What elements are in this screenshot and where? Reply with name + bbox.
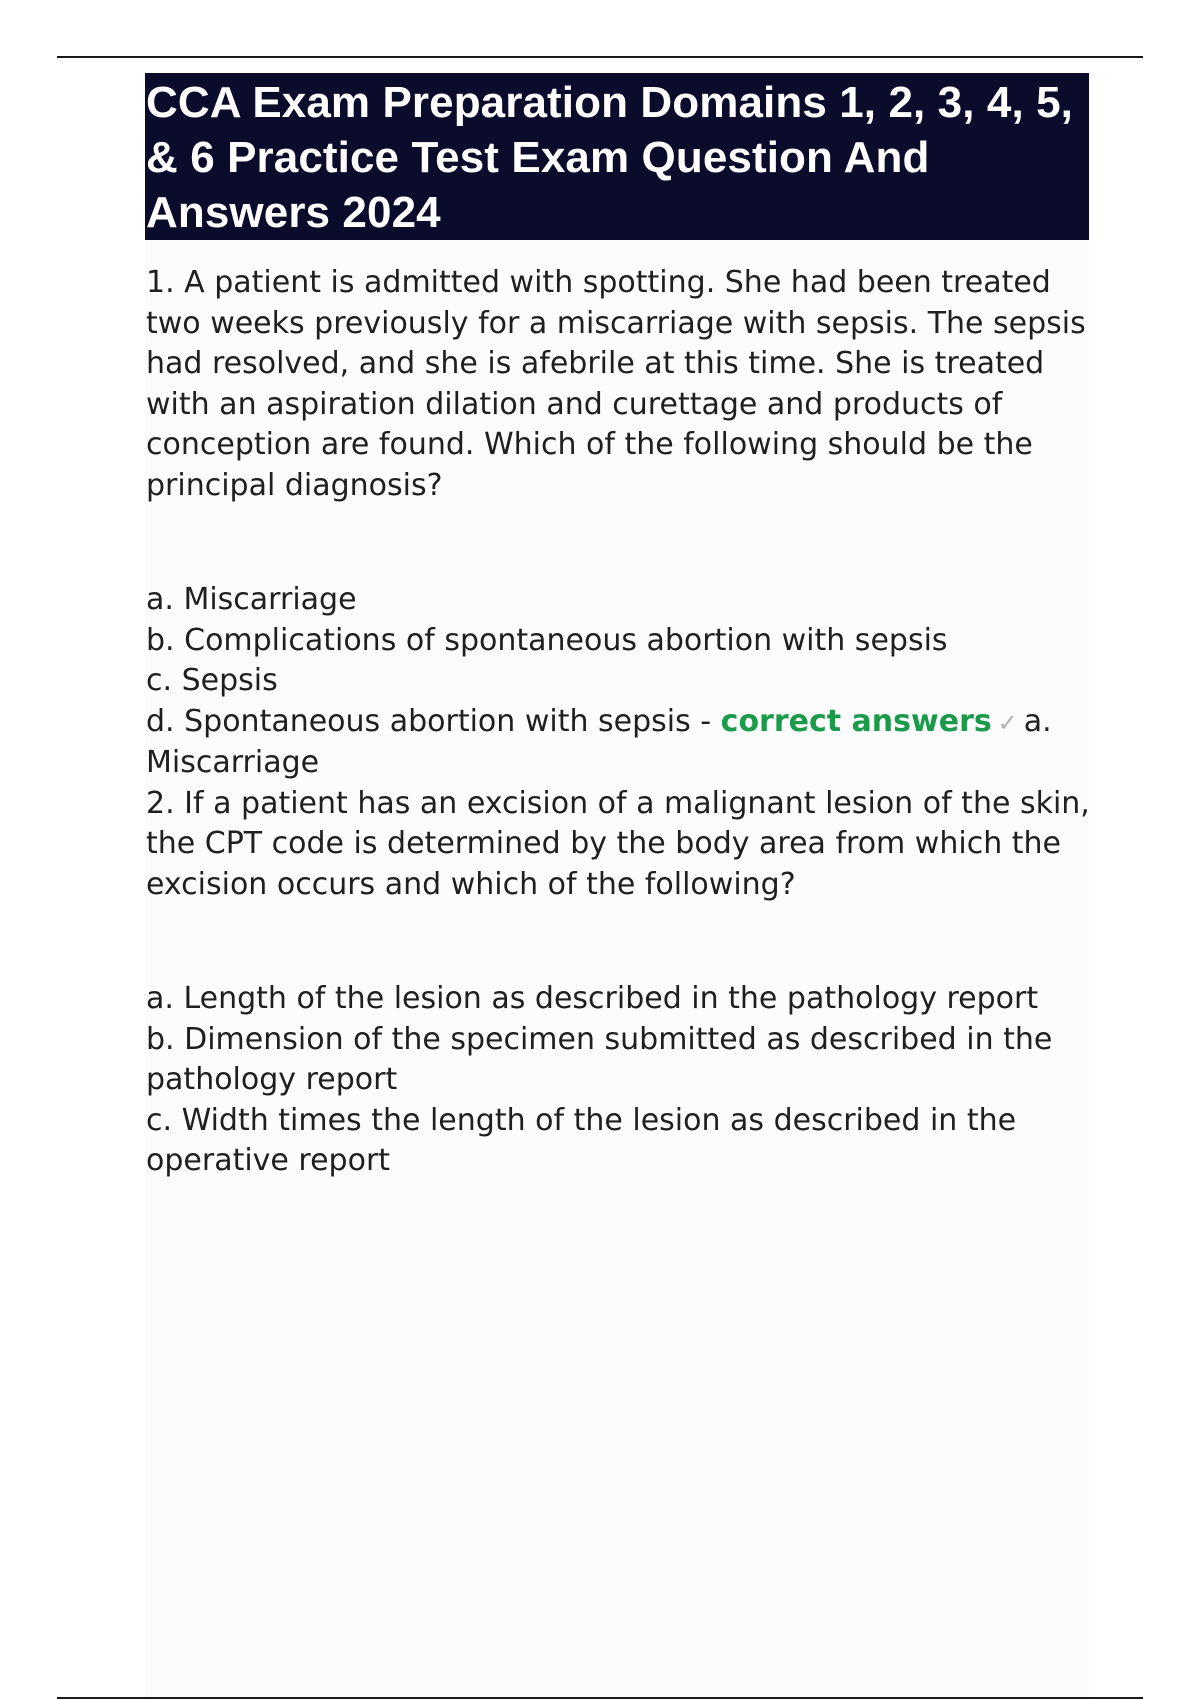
top-rule (57, 56, 1143, 58)
question-1-answer: a. Miscarriage (146, 703, 1052, 780)
correct-answers-label: correct answers (720, 703, 992, 739)
question-2-text: 2. If a patient has an excision of a malignant lesion of the skin, the CPT code is determined by the body area from which the excision occurs and which of the following? (146, 785, 1090, 902)
question-1-option-a: a. Miscarriage (146, 582, 357, 617)
question-1-option-b: b. Complications of spontaneous abortion with sepsis (146, 622, 948, 658)
question-2-option-b: b. Dimension of the specimen submitted as described in the pathology report (146, 1021, 1053, 1097)
question-1-text: 1. A patient is admitted with spotting. She had been treated two weeks previously for a miscarriage with sepsis. The sepsis had resolved, and she is afebrile at this time. She is treated with an aspiration dilation and curettage and products of conception are found. Which of the following should be the principal diagnosis? (146, 265, 1086, 503)
question-2-option-a: a. Length of the lesion as described in the pathology report (146, 981, 1039, 1016)
question-1-option-c: c. Sepsis (146, 663, 278, 698)
question-2-options (146, 979, 1096, 1182)
question-2-option-c: c. Width times the length of the lesion as described in the operative report (146, 1102, 1017, 1178)
check-circle-icon: ✓ (997, 708, 1018, 737)
question-1-options (146, 580, 1096, 784)
document-body (146, 263, 1096, 1182)
question-1-option-d-text: d. Spontaneous abortion with sepsis - (146, 703, 712, 739)
document-title: CCA Exam Preparation Domains 1, 2, 3, 4, 5, & 6 Practice Test Exam Question And Answers 2024 (146, 78, 1074, 237)
title-banner (145, 73, 1089, 240)
question-1-option-d (146, 702, 1096, 784)
bottom-rule (57, 1697, 1143, 1699)
